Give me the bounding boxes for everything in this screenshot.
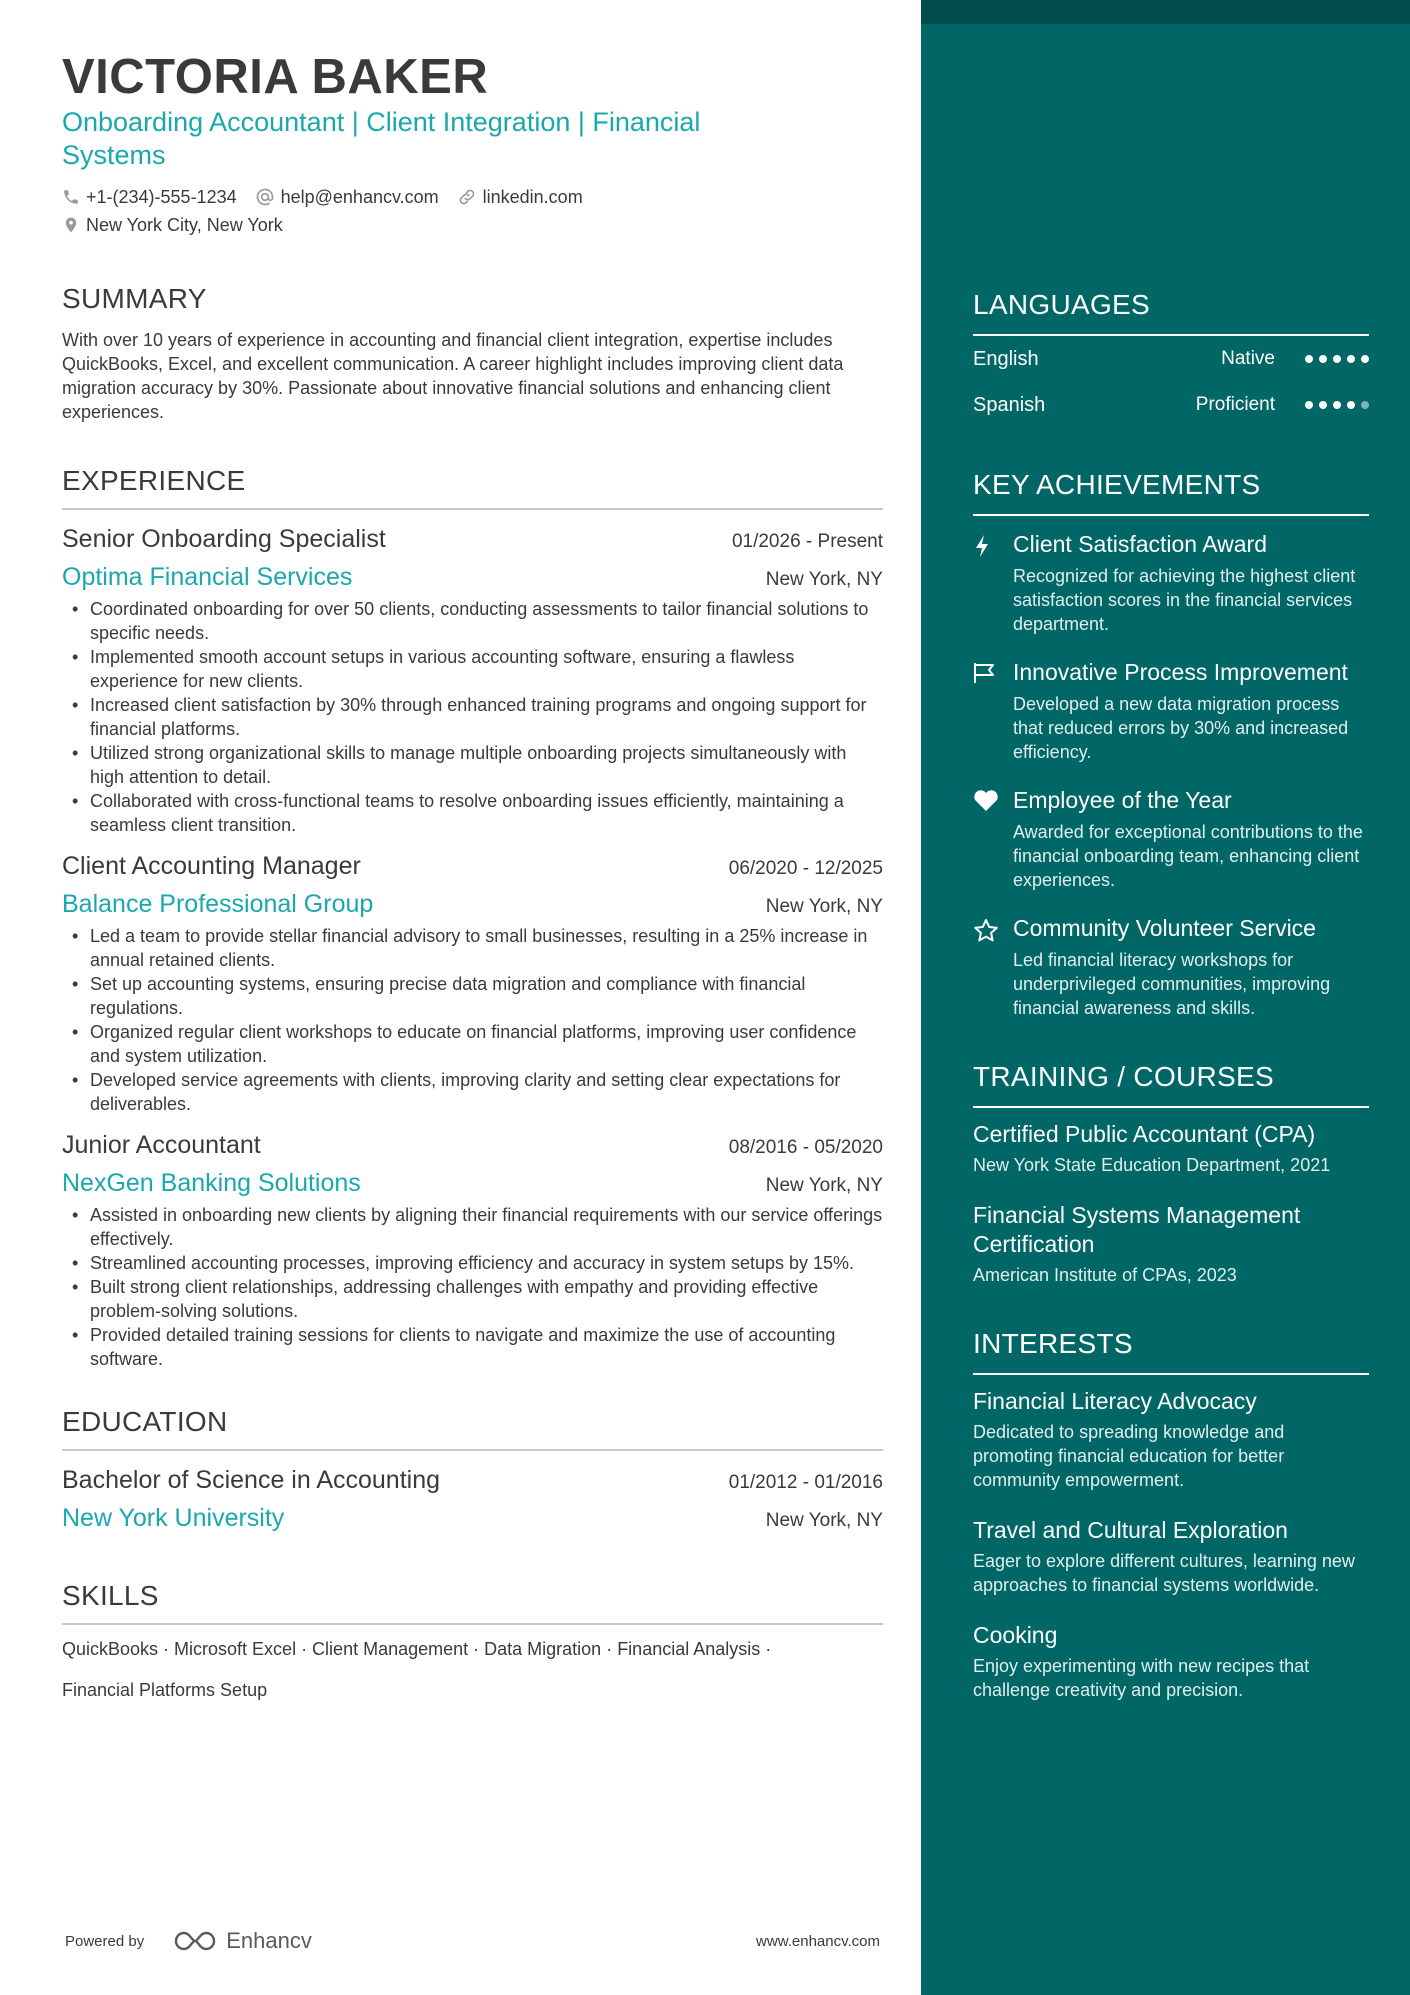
bullet-item: • Streamlined accounting processes, improving efficiency and accuracy in system setups by 15%. — [62, 1251, 883, 1275]
headline: Onboarding Accountant | Client Integration | Financial Systems — [62, 107, 701, 170]
language-level: Proficient — [1195, 394, 1275, 415]
resume-sidebar — [921, 0, 1410, 1995]
bullet-item: • Developed service agreements with clients, improving clarity and setting clear expectations for deliverables. — [62, 1068, 883, 1116]
bullet-item: • Led a team to provide stellar financial advisory to small businesses, resulting in a 25% increase in annual retained clients. — [62, 924, 883, 972]
company-name: Balance Professional Group — [62, 890, 374, 918]
at-icon — [255, 187, 275, 207]
course-title: Certified Public Accountant (CPA) — [973, 1121, 1316, 1147]
interest-desc: Enjoy experimenting with new recipes that challenge creativity and precision. — [973, 1656, 1310, 1700]
bullet-item: • Built strong client relationships, addressing challenges with empathy and providing effective problem-solving solutions. — [62, 1275, 883, 1323]
phone-contact — [62, 187, 237, 208]
footer-url[interactable]: www.enhancv.com — [756, 1932, 880, 1950]
achievements-title: KEY ACHIEVEMENTS — [973, 468, 1369, 516]
summary-title: SUMMARY — [62, 283, 207, 314]
interest-item — [973, 1516, 1369, 1597]
enhancv-logo-icon — [172, 1929, 218, 1953]
bullet-item: • Provided detailed training sessions for clients to navigate and maximize the use of accounting software. — [62, 1323, 883, 1371]
job-entry — [62, 522, 883, 837]
interest-desc: Dedicated to spreading knowledge and promoting financial education for better community empowerment. — [973, 1422, 1285, 1490]
bullet-item: • Utilized strong organizational skills to manage multiple onboarding projects simultaneously with high attention to detail. — [62, 741, 883, 789]
interest-item — [973, 1387, 1369, 1492]
course-item — [973, 1201, 1369, 1287]
achievement-item — [973, 914, 1369, 1020]
achievement-desc: Led financial literacy workshops for underprivileged communities, improving financial awareness and skills. — [1013, 950, 1331, 1018]
job-bullets — [62, 924, 883, 1116]
experience-title: EXPERIENCE — [62, 464, 883, 510]
language-name: English — [973, 347, 1039, 370]
star-icon — [973, 918, 999, 942]
enhancv-brand-text: Enhancv — [226, 1928, 312, 1953]
website-text: linkedin.com — [482, 186, 583, 207]
language-item — [973, 336, 1369, 382]
education-location: New York, NY — [765, 1510, 883, 1531]
skills-line: Financial Platforms Setup — [62, 1680, 268, 1700]
achievement-desc: Developed a new data migration process that reduced errors by 30% and increased efficiency. — [1013, 694, 1349, 762]
job-entry — [62, 849, 883, 1116]
summary-text: With over 10 years of experience in accounting and financial client integration, expertise includes QuickBooks, Excel, and excellent communication. A career highlight includes improving client data migration accuracy by 30%. Passionate about innovative financial solutions and enhancing client experiences. — [62, 330, 844, 422]
course-item — [973, 1120, 1369, 1177]
link-icon — [457, 187, 477, 207]
location-text: New York City, New York — [86, 214, 283, 235]
bullet-item: • Coordinated onboarding for over 50 clients, conducting assessments to tailor financial solutions to specific needs. — [62, 597, 883, 645]
sidebar-top-strip — [921, 0, 1410, 24]
skills-line: QuickBooks · Microsoft Excel · Client Management · Data Migration · Financial Analysis · — [62, 1639, 772, 1659]
training-section — [973, 1060, 1369, 1287]
job-entry — [62, 1128, 883, 1371]
school-name: New York University — [62, 1504, 285, 1532]
company-name: Optima Financial Services — [62, 563, 353, 591]
email-contact[interactable] — [255, 187, 439, 208]
flag-icon — [973, 662, 997, 684]
achievement-desc: Recognized for achieving the highest client satisfaction scores in the financial services department. — [1013, 566, 1356, 634]
course-desc: New York State Education Department, 2021 — [973, 1155, 1331, 1175]
job-title: Senior Onboarding Specialist — [62, 525, 386, 553]
email-text: help@enhancv.com — [280, 186, 439, 207]
rating-dot — [1305, 355, 1313, 363]
job-dates: 08/2016 - 05/2020 — [728, 1137, 883, 1158]
interest-title: Travel and Cultural Exploration — [973, 1517, 1288, 1543]
footer — [65, 1928, 880, 1954]
language-rating — [1299, 401, 1369, 409]
location-pin-icon — [62, 215, 80, 235]
education-title: EDUCATION — [62, 1405, 883, 1451]
education-section — [62, 1405, 883, 1535]
achievement-title: Client Satisfaction Award — [1013, 531, 1267, 557]
achievement-item — [973, 658, 1369, 764]
languages-title: LANGUAGES — [973, 288, 1369, 336]
job-title: Junior Accountant — [62, 1131, 261, 1159]
rating-dot — [1305, 401, 1313, 409]
rating-dot — [1319, 355, 1327, 363]
skills-title: SKILLS — [62, 1579, 883, 1625]
achievement-item — [973, 530, 1369, 636]
bullet-item: • Increased client satisfaction by 30% through enhanced training programs and ongoing support for financial platforms. — [62, 693, 883, 741]
achievements-section — [973, 468, 1369, 1020]
achievement-title: Community Volunteer Service — [1013, 915, 1316, 941]
job-title: Client Accounting Manager — [62, 852, 361, 880]
company-name: NexGen Banking Solutions — [62, 1169, 361, 1197]
experience-section — [62, 464, 883, 1371]
summary-section — [62, 282, 883, 424]
language-name: Spanish — [973, 393, 1046, 416]
bullet-item: • Implemented smooth account setups in various accounting software, ensuring a flawless experience for new clients. — [62, 645, 883, 693]
rating-dot — [1333, 401, 1341, 409]
job-location: New York, NY — [765, 1175, 883, 1196]
interest-title: Cooking — [973, 1622, 1058, 1648]
education-dates: 01/2012 - 01/2016 — [728, 1472, 883, 1493]
enhancv-logo[interactable] — [172, 1928, 312, 1954]
job-bullets — [62, 597, 883, 837]
achievement-title: Innovative Process Improvement — [1013, 659, 1348, 685]
achievement-item — [973, 786, 1369, 892]
contact-row — [62, 184, 883, 210]
job-bullets — [62, 1203, 883, 1371]
interest-item — [973, 1621, 1369, 1702]
bullet-item: • Organized regular client workshops to educate on financial platforms, improving user confidence and system utilization. — [62, 1020, 883, 1068]
website-contact[interactable] — [457, 187, 583, 208]
course-desc: American Institute of CPAs, 2023 — [973, 1265, 1237, 1285]
interest-title: Financial Literacy Advocacy — [973, 1388, 1257, 1414]
bullet-item: • Collaborated with cross-functional teams to resolve onboarding issues efficiently, maintaining a seamless client transition. — [62, 789, 883, 837]
bolt-icon — [973, 534, 991, 558]
rating-dot — [1347, 355, 1355, 363]
phone-icon — [62, 188, 80, 206]
rating-dot — [1361, 355, 1369, 363]
location-row — [62, 212, 883, 238]
rating-dot — [1361, 401, 1369, 409]
bullet-item: • Set up accounting systems, ensuring precise data migration and compliance with financial regulations. — [62, 972, 883, 1020]
powered-by-label: Powered by — [65, 1932, 145, 1950]
interest-desc: Eager to explore different cultures, learning new approaches to financial systems worldwide. — [973, 1551, 1355, 1595]
rating-dot — [1347, 401, 1355, 409]
bullet-item: • Assisted in onboarding new clients by aligning their financial requirements with our service offerings effectively. — [62, 1203, 883, 1251]
skills-list — [62, 1629, 883, 1711]
course-title: Financial Systems Management Certification — [973, 1202, 1301, 1257]
job-dates: 01/2026 - Present — [731, 531, 883, 552]
language-level: Native — [1221, 348, 1275, 369]
job-location: New York, NY — [765, 896, 883, 917]
job-location: New York, NY — [765, 569, 883, 590]
achievement-title: Employee of the Year — [1013, 787, 1232, 813]
rating-dot — [1333, 355, 1341, 363]
job-dates: 06/2020 - 12/2025 — [728, 858, 883, 879]
language-rating — [1299, 355, 1369, 363]
phone-text: +1-(234)-555-1234 — [86, 186, 237, 207]
language-item — [973, 382, 1369, 428]
skills-section — [62, 1579, 883, 1711]
heart-icon — [973, 790, 999, 812]
languages-section — [973, 288, 1369, 428]
education-entry — [62, 1463, 883, 1535]
achievement-desc: Awarded for exceptional contributions to the financial onboarding team, enhancing client experiences. — [1013, 822, 1363, 890]
interests-section — [973, 1327, 1369, 1702]
rating-dot — [1319, 401, 1327, 409]
training-title: TRAINING / COURSES — [973, 1060, 1369, 1108]
name-heading: VICTORIA BAKER — [62, 50, 489, 104]
degree: Bachelor of Science in Accounting — [62, 1466, 441, 1494]
interests-title: INTERESTS — [973, 1327, 1369, 1375]
location-contact — [62, 215, 283, 236]
